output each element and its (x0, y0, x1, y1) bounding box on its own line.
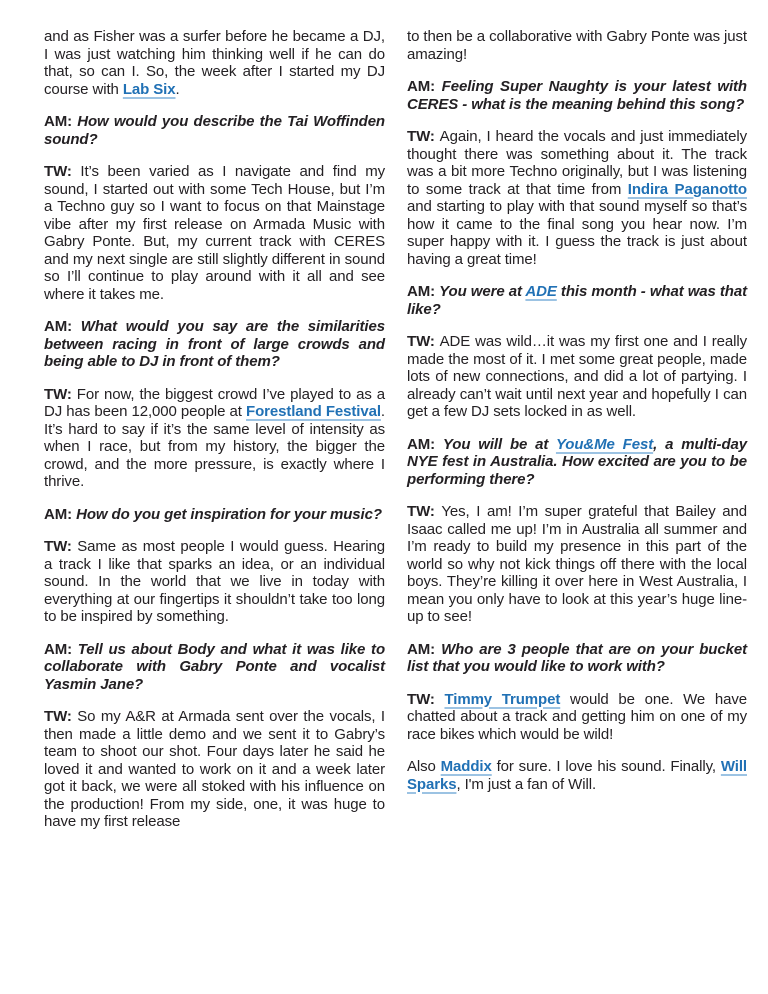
text-run: How do you get inspiration for your music? (76, 505, 382, 523)
speaker-label: AM: (44, 318, 81, 335)
text-run: It’s been varied as I navigate and find my sound, I started out with some Tech House, but I’m a Techno guy so I want to focus on that Mainstage vibe after my first release on Armada Music with Gabry Ponte. But, my current track with CERES and my next single are still slightly different in sound so I’ll continue to play around with it all and see where it takes me. (44, 163, 385, 303)
question-paragraph (44, 506, 385, 524)
text-run: For now, the biggest crowd I’ve played to as a DJ has been 12,000 people at (44, 385, 385, 420)
speaker-label: AM: (44, 505, 77, 523)
text-run: this month - what was that like? (407, 283, 748, 318)
speaker-label: TW: (407, 128, 440, 145)
text-run: What would you say are the similarities between racing in front of large crowds and being able to DJ in front of them? (44, 318, 385, 370)
link-you-me-fest[interactable]: You&Me Fest (555, 435, 654, 453)
speaker-label: AM: (407, 283, 440, 300)
speaker-label: TW: (44, 538, 78, 555)
answer-paragraph (407, 128, 747, 268)
answer-paragraph (44, 28, 385, 98)
speaker-label: TW: (44, 708, 78, 725)
speaker-label: AM: (407, 78, 442, 95)
answer-paragraph (407, 333, 747, 421)
text-run: , a multi-day NYE fest in Australia. How excited are you to be performing there? (407, 435, 748, 488)
answer-paragraph (407, 503, 747, 626)
speaker-label: AM: (407, 435, 443, 453)
question-paragraph (407, 436, 747, 489)
answer-paragraph (407, 691, 747, 744)
speaker-label: TW: (44, 163, 81, 180)
text-run: So my A&R at Armada sent over the vocals, I then made a little demo and we sent it to Gabry’s team to shoot our shot. Four days later he said he loved it and wanted to work on it and a week later got it back, we were all stoked with his influence on the production! From my side, one, it was huge to have my first release (44, 708, 385, 830)
link-ade[interactable]: ADE (525, 283, 557, 300)
answer-paragraph (44, 163, 385, 303)
text-run: Same as most people I would guess. Hearing a track I like that sparks an idea, or an individual sound. In the world that we live in today with everything at our fingertips it shouldn’t take too long to be inspired by something. (44, 538, 386, 625)
question-paragraph (407, 78, 747, 113)
question-paragraph (407, 283, 747, 318)
link-maddix[interactable]: Maddix (440, 758, 492, 775)
answer-paragraph (407, 28, 747, 63)
answer-paragraph (44, 538, 385, 626)
text-run: Again, I heard the vocals and just immediately thought there was something about it. The track was a bit more Techno originally, but I was listening to some track at that time from (407, 128, 748, 198)
answer-paragraph (44, 386, 385, 491)
speaker-label: AM: (407, 640, 442, 658)
text-run: You were at (439, 283, 526, 300)
speaker-label: TW: (407, 333, 440, 350)
answer-paragraph (44, 708, 385, 831)
speaker-label: TW: (407, 503, 442, 520)
question-paragraph (44, 113, 385, 148)
column-right (407, 28, 747, 793)
text-run: Yes, I am! I’m super grateful that Bailey and Isaac called me up! I’m in Australia all summer and I’m ready to build my presence in this part of the world so why not kick things off there with the local boys. They’re killing it over here in West Australia, I mean you only have to look at this year’s huge line-up to see! (407, 503, 748, 625)
text-run: Tell us about Body and what it was like to collaborate with Gabry Ponte and vocalist Yasmin Jane? (44, 640, 386, 693)
speaker-label: TW: (44, 385, 77, 403)
text-run: Also (407, 758, 441, 775)
question-paragraph (44, 641, 385, 694)
question-paragraph (407, 641, 747, 676)
link-lab-six[interactable]: Lab Six (122, 80, 176, 98)
text-run: would be one. We have chatted about a track and getting him on one of my race bikes which would be wild! (407, 690, 747, 743)
text-run: , I'm just a fan of Will. (456, 775, 597, 793)
text-run: Who are 3 people that are on your bucket list that you would like to work with? (407, 640, 747, 675)
link-forestland-festival[interactable]: Forestland Festival (246, 403, 381, 420)
column-left (44, 28, 385, 831)
text-run: ADE was wild…it was my first one and I really made the most of it. I met some great people, made lots of new connections, and did a lot of partying. I already can’t wait until next year and hopefully I can get a few DJ sets locked in as well. (407, 333, 747, 420)
speaker-label: TW: (407, 690, 445, 708)
text-run: for sure. I love his sound. Finally, (491, 758, 721, 775)
speaker-label: AM: (44, 113, 78, 130)
link-indira-paganotto[interactable]: Indira Paganotto (627, 180, 747, 198)
question-paragraph (44, 318, 385, 371)
text-run: and as Fisher was a surfer before he became a DJ, I was just watching him thinking well if he can do that, so can I. So, the week after I started my DJ course with (44, 28, 385, 98)
text-run: You will be at (442, 435, 556, 453)
link-will-sparks[interactable]: Will Sparks (407, 758, 747, 793)
text-run: to then be a collaborative with Gabry Ponte was just amazing! (407, 28, 747, 63)
text-run: How would you describe the Tai Woffinden sound? (44, 113, 385, 148)
text-run: Feeling Super Naughty is your latest with CERES - what is the meaning behind this song? (407, 78, 747, 113)
text-run: . It’s hard to say if it’s the same level of intensity as when I race, but from my history, the bigger the crowd, and the more pressure, is exactly where I thrive. (44, 403, 385, 490)
text-run: . (175, 80, 180, 98)
link-timmy-trumpet[interactable]: Timmy Trumpet (444, 690, 561, 708)
text-run: and starting to play with that sound myself so that’s how it came to the final song you hear now. I’m super happy with it. I guess the track is just about having a great time! (407, 198, 747, 268)
speaker-label: AM: (44, 640, 78, 658)
answer-paragraph (407, 758, 747, 793)
